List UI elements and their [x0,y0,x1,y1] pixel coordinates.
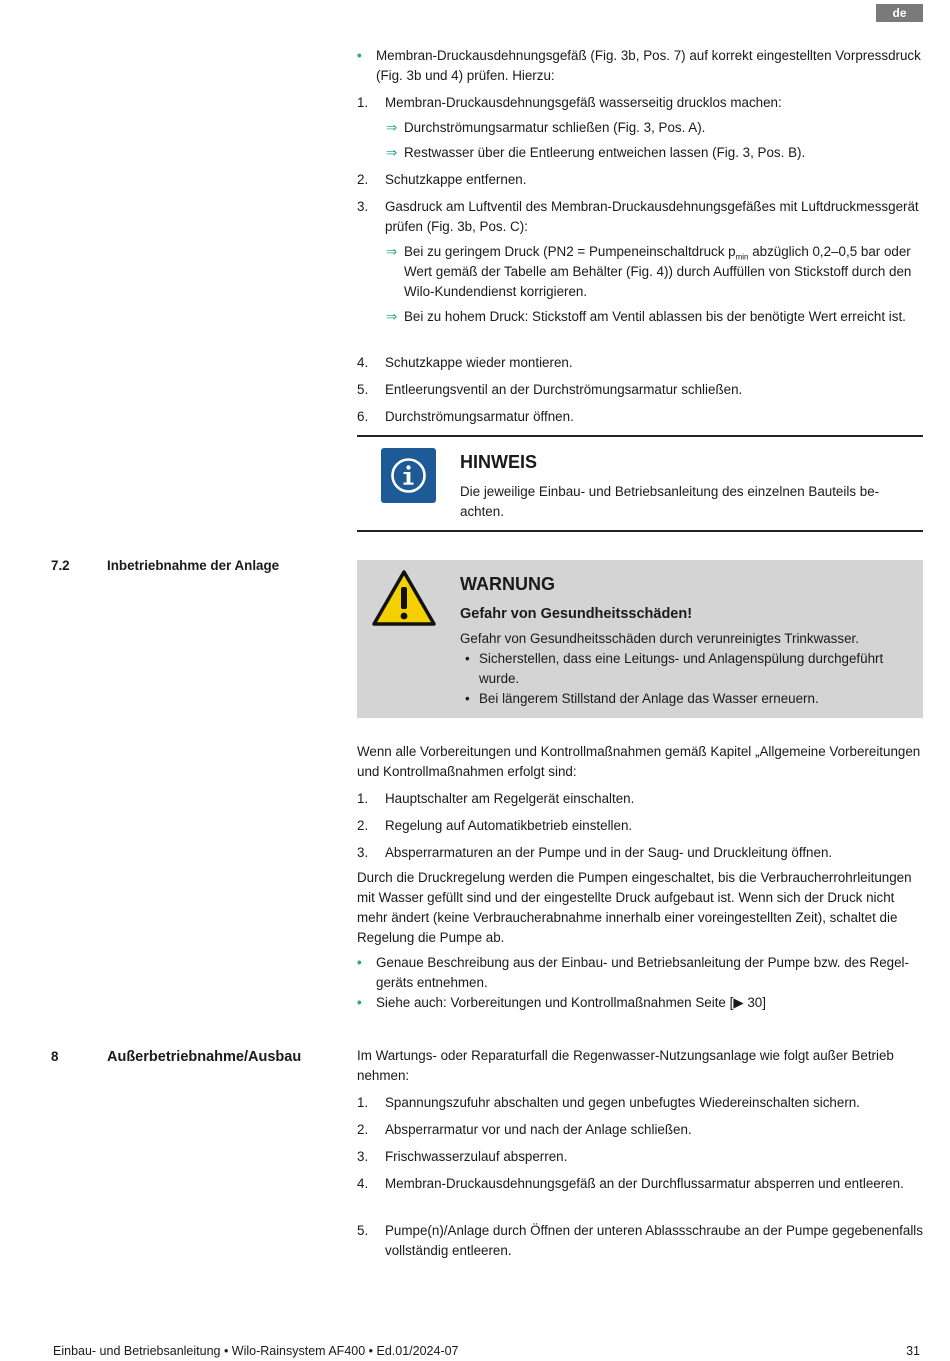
warning-title: WARNUNG [460,574,555,594]
warning-bullet: • Bei längerem Stillstand der Anlage das Wasser erneuern. [465,691,819,706]
warning-text: Gefahr von Gesundheitsschäden durch verunreinigtes Trinkwasser. [460,631,859,646]
notice-top-rule [357,435,923,437]
section-title: Inbetriebnahme der Anlage [107,558,280,573]
notice-bottom-rule [357,530,923,532]
step-item [357,380,923,400]
cross-reference-link[interactable]: • Siehe auch: Vorbereitungen und Kontrollmaßnahmen Seite [▶ 30] [357,995,766,1010]
step-number: 4. [357,355,369,370]
step-item: 2. Regelung auf Automatikbetrieb einstellen. [357,818,633,833]
section-number: 7.2 [51,558,70,573]
step-number: 2. [357,172,369,187]
notice-text: Die jeweilige Einbau- und Betriebsanleitung des einzelnen Bauteils beachten. [460,484,880,519]
body-paragraph: Durch die Druckregelung werden die Pumpen eingeschaltet, bis die Verbraucherrohrleitungen mit Wasser gefüllt sind und der eingestellte Druck aufgebaut ist. Wenn sich der Druck nicht mehr ändert (keine Verbraucherabnahme innerhalb einer voreingestellten Zeit), schaltet die Regelung die Pumpe ab. [357,870,912,945]
step-item: 1. Spannungszufuhr abschalten und gegen unbefugtes Wiedereinschalten sichern. [357,1095,860,1110]
section-title: Außerbetriebnahme/Ausbau [107,1049,302,1065]
result-item [386,307,923,327]
bullet: • [357,48,362,63]
step-item [357,93,923,113]
step-text: Entleerungsventil an der Durchströmungsarmatur schließen. [385,382,743,397]
list-item [357,46,923,86]
step-text: Schutzkappe entfernen. [385,172,527,187]
result-text: Bei zu hohem Druck: Stickstoff am Ventil ablassen bis der benötigte Wert erreicht ist. [404,309,906,324]
step-item [357,197,923,237]
result-item [386,143,923,163]
arrow-icon: ⇒ [386,145,398,160]
warning-bullet: • Sicherstellen, dass eine Leitungs- und Anlagenspülung durchgeführt wurde. [465,651,884,686]
step-text: Gasdruck am Luftventil des Membran-Druckausdehnungsgefäßes mit Luftdruckmessgerät prüfen (Fig. 3b, Pos. C): [385,199,919,234]
notice-title: HINWEIS [460,452,538,472]
step-number: 1. [357,95,369,110]
step-item [357,407,923,427]
step-number: 5. [357,382,369,397]
step-item: 2. Absperrarmatur vor und nach der Anlage schließen. [357,1122,692,1137]
step-item [357,353,923,373]
step-item [357,170,923,190]
step-number: 3. [357,199,369,214]
list-item: • Genaue Beschreibung aus der Einbau- und Betriebsanleitung der Pumpe bzw. des Regelgeräts entnehmen. [357,955,909,990]
section-number: 8 [51,1049,59,1064]
info-icon [381,448,436,503]
step-text: Schutzkappe wieder montieren. [385,355,573,370]
arrow-icon: ⇒ [386,244,398,259]
page-footer: Einbau- und Betriebsanleitung • Wilo-Rainsystem AF400 • Ed.01/2024-07 [53,1344,459,1358]
result-text: Bei zu geringem Druck (PN2 = Pumpeneinschaltdruck $p_{min}$ abzüglich 0,2–0,5 bar oder Wert gemäß der Tabelle am Behälter (Fig. 4)) durch Auffüllen von Stickstoff durch den Wilo-Kundendienst korrigieren. [404,244,912,299]
step-item: 3. Absperrarmaturen an der Pumpe und in der Saug- und Druckleitung öffnen. [357,845,833,860]
step-number: 6. [357,409,369,424]
step-item: 1. Hauptschalter am Regelgerät einschalten. [357,791,635,806]
result-item [386,242,923,302]
warning-subtitle: Gefahr von Gesundheitsschäden! [460,606,693,622]
arrow-icon: ⇒ [386,120,398,135]
result-item [386,118,923,138]
result-text: Durchströmungsarmatur schließen (Fig. 3, Pos. A). [404,120,706,135]
step-item: 5. Pumpe(n)/Anlage durch Öffnen der unteren Ablassschraube an der Pumpe gegebenenfalls vollständig entleeren. [357,1223,923,1258]
step-item: 3. Frischwasserzulauf absperren. [357,1149,568,1164]
step-text: Durchströmungsarmatur öffnen. [385,409,574,424]
result-text: Restwasser über die Entleerung entweichen lassen (Fig. 3, Pos. B). [404,145,806,160]
intro-paragraph: Im Wartungs- oder Reparaturfall die Regenwasser-Nutzungsanlage wie folgt außer Betrieb nehmen: [357,1048,894,1083]
warning-icon [371,569,437,627]
arrow-icon: ⇒ [386,309,398,324]
intro-paragraph: Wenn alle Vorbereitungen und Kontrollmaßnahmen gemäß Kapitel „Allgemeine Vorbereitungen und Kontrollmaßnahmen erfolgt sind: [357,744,921,779]
bullet-text: Membran-Druckausdehnungsgefäß (Fig. 3b, Pos. 7) auf korrekt eingestellten Vorpressdruck (Fig. 3b und 4) prüfen. Hierzu: [376,48,921,83]
page-number: 31 [906,1344,920,1358]
language-tab: de [876,4,923,22]
step-text: Membran-Druckausdehnungsgefäß wasserseitig drucklos machen: [385,95,782,110]
step-item: 4. Membran-Druckausdehnungsgefäß an der Durchflussarmatur absperren und entleeren. [357,1176,904,1191]
